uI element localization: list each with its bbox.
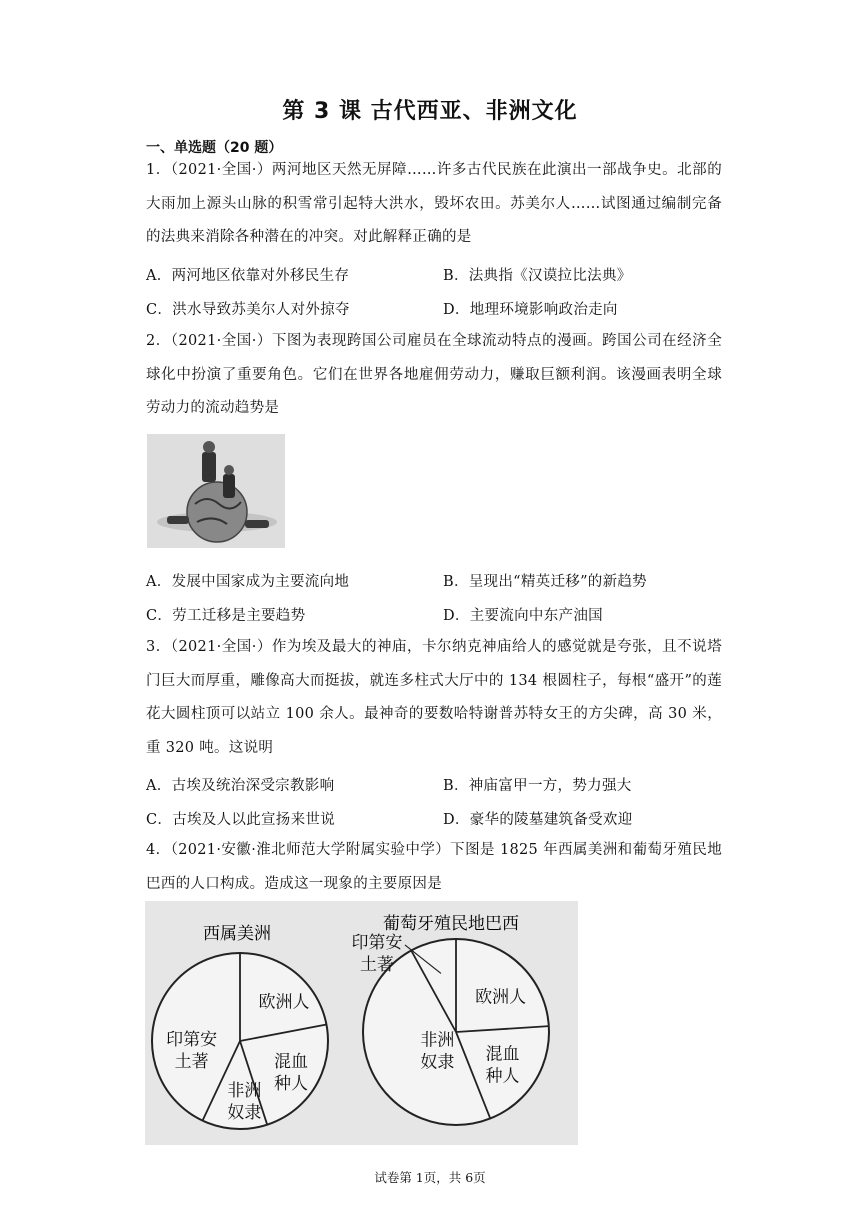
question-1-option-c: C．洪水导致苏美尔人对外掠夺 — [146, 302, 350, 318]
pie-charts-svg — [145, 901, 578, 1145]
population-pie-charts — [145, 901, 578, 1145]
question-2-option-d: D．主要流向中东产油国 — [443, 608, 603, 624]
pie-chart-brazil — [351, 933, 549, 1125]
question-3-option-a: A．古埃及统治深受宗教影响 — [146, 778, 335, 794]
pie-slice-label: 非洲奴隶 — [420, 1030, 455, 1073]
question-1-option-a: A．两河地区依靠对外移民生存 — [146, 268, 350, 284]
section-heading: 一、单选题（20 题） — [146, 140, 283, 156]
cartoon-image — [147, 434, 285, 548]
pie-chart-spanish-america — [152, 953, 328, 1129]
question-3-option-c: C．古埃及人以此宣扬来世说 — [146, 812, 335, 828]
pie-slice-label: 欧洲人 — [258, 992, 310, 1013]
cartoon-illustration — [147, 434, 285, 548]
question-2-option-b: B．呈现出“精英迁移”的新趋势 — [443, 574, 647, 590]
chart-1-title: 西属美洲 — [203, 924, 271, 944]
pie-slice-label: 欧洲人 — [475, 987, 527, 1008]
chart-2-title: 葡萄牙殖民地巴西 — [383, 914, 519, 934]
question-1-option-d: D．地理环境影响政治走向 — [443, 302, 618, 318]
page-footer: 试卷第 1页，共 6页 — [374, 1170, 486, 1185]
question-3-option-b: B．神庙富甲一方，势力强大 — [443, 778, 632, 794]
page-title: 第 3 课 古代西亚、非洲文化 — [282, 99, 578, 124]
question-3-stem: 3．（2021·全国·）作为埃及最大的神庙，卡尔纳克神庙给人的感觉就是夸张，且不说塔门巨大而厚重，雕像高大而挺拔，就连多柱式大厅中的 134 根圆柱子，每根“盛开”的莲花大圆柱顶可以站立 100 余人。最神奇的要数哈特谢普苏特女王的方尖碑，高 30 米，重 320 吨。这说明 — [146, 639, 722, 756]
pie-slice-label: 混血种人 — [485, 1044, 520, 1087]
question-2-option-a: A．发展中国家成为主要流向地 — [146, 574, 350, 590]
pie-slice-label: 混血种人 — [274, 1051, 309, 1094]
pie-slice-label: 印第安土著 — [166, 1029, 218, 1072]
question-1-option-b: B．法典指《汉谟拉比法典》 — [443, 268, 632, 284]
pie-slice-label: 印第安土著 — [351, 932, 403, 975]
question-1-stem: 1．（2021·全国·）两河地区天然无屏障……许多古代民族在此演出一部战争史。北部的大雨加上源头山脉的积雪常引起特大洪水，毁坏农田。苏美尔人……试图通过编制完备的法典来消除各种潜在的冲突。对此解释正确的是 — [146, 162, 722, 245]
question-2-option-c: C．劳工迁移是主要趋势 — [146, 608, 306, 624]
question-3-option-d: D．豪华的陵墓建筑备受欢迎 — [443, 812, 633, 828]
pie-slice-label: 非洲奴隶 — [227, 1080, 262, 1123]
question-4-stem: 4．（2021·安徽·淮北师范大学附属实验中学）下图是 1825 年西属美洲和葡萄牙殖民地巴西的人口构成。造成这一现象的主要原因是 — [146, 842, 722, 892]
question-2-stem: 2．（2021·全国·）下图为表现跨国公司雇员在全球流动特点的漫画。跨国公司在经济全球化中扮演了重要角色。它们在世界各地雇佣劳动力，赚取巨额利润。该漫画表明全球劳动力的流动趋势是 — [146, 333, 722, 416]
